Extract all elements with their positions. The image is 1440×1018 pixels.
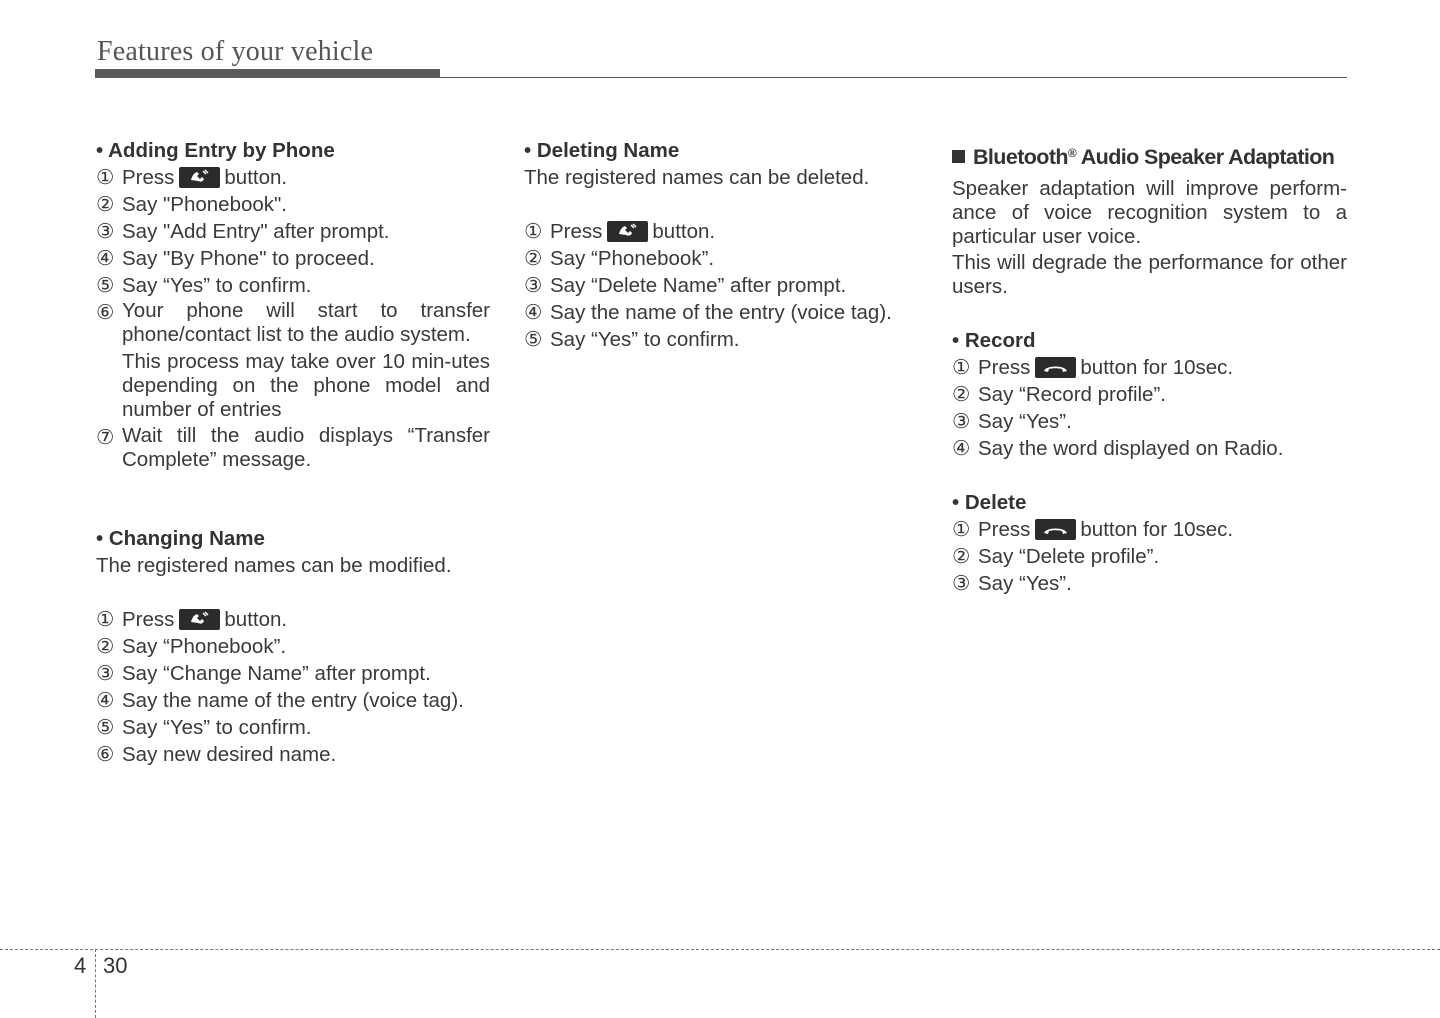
- step-note: This process may take over 10 min-utes depending on the phone model and number of entries: [122, 350, 490, 421]
- step: [524, 299, 924, 326]
- step-number: ①: [952, 356, 971, 379]
- step: [96, 191, 490, 218]
- step-number: ①: [96, 608, 115, 631]
- step-number: ②: [96, 193, 115, 216]
- step: [952, 435, 1347, 462]
- step-text: Say “Yes” to confirm.: [122, 716, 312, 739]
- step-number: ③: [952, 572, 971, 595]
- step-text: button.: [224, 608, 288, 631]
- step: [96, 424, 490, 472]
- step-number: ①: [524, 220, 543, 243]
- step-text: Wait till the audio displays “Transfer Complete” message.: [122, 424, 490, 471]
- paragraph: Speaker adaptation will improve perform-ance of voice recognition system to a particular user voice.: [952, 177, 1347, 248]
- step: [952, 516, 1347, 543]
- step: [524, 218, 924, 245]
- step-number: ④: [96, 689, 115, 712]
- step: [96, 272, 490, 299]
- column-right: [952, 137, 1347, 597]
- step: [952, 408, 1347, 435]
- section-heading-adding-entry: • Adding Entry by Phone: [96, 139, 335, 162]
- step-text: Say “Yes” to confirm.: [122, 274, 312, 297]
- step-text: Say “Delete profile”.: [978, 545, 1160, 568]
- step-text: Press: [550, 220, 603, 243]
- step: [96, 714, 490, 741]
- hang-up-button-icon: [1035, 519, 1076, 540]
- step-text: Say new desired name.: [122, 743, 337, 766]
- step-text: Say “Change Name” after prompt.: [122, 662, 431, 685]
- step: [524, 326, 924, 353]
- step: [96, 606, 490, 633]
- section-heading-deleting-name: • Deleting Name: [524, 139, 680, 162]
- step-text: Press: [978, 356, 1031, 379]
- step-number: ④: [524, 301, 543, 324]
- voice-talk-button-icon: [179, 609, 220, 630]
- section-heading-delete: • Delete: [952, 491, 1027, 514]
- step-number: ③: [96, 220, 115, 243]
- step-text: Say the word displayed on Radio.: [978, 437, 1284, 460]
- square-bullet-icon: [952, 150, 965, 163]
- step: [96, 687, 490, 714]
- step-text: Say "Phonebook".: [122, 193, 288, 216]
- step-text: Your phone will start to transfer phone/contact list to the audio system.: [122, 299, 490, 346]
- step-number: ④: [952, 437, 971, 460]
- column-middle: [524, 137, 924, 353]
- step-text: Press: [122, 608, 175, 631]
- step-text: button for 10sec.: [1080, 518, 1234, 541]
- step: [96, 660, 490, 687]
- step-number: ①: [96, 166, 115, 189]
- section-intro: The registered names can be deleted.: [524, 166, 870, 189]
- step-number: ①: [952, 518, 971, 541]
- voice-talk-button-icon: [607, 221, 648, 242]
- section-intro: The registered names can be modified.: [96, 554, 452, 577]
- step-text: Say “Yes”.: [978, 572, 1072, 595]
- column-left: [96, 137, 490, 768]
- step: [952, 354, 1347, 381]
- step-number: ③: [952, 410, 971, 433]
- hang-up-button-icon: [1035, 357, 1076, 378]
- step-text: Say “Delete Name” after prompt.: [550, 274, 847, 297]
- footer-dashed-rule: [0, 949, 1440, 950]
- step-text: button for 10sec.: [1080, 356, 1234, 379]
- step-number: ⑥: [96, 301, 115, 324]
- section-heading-record: • Record: [952, 329, 1036, 352]
- step-number: ⑥: [96, 743, 115, 766]
- step-text: Press: [122, 166, 175, 189]
- step-number: ⑤: [96, 716, 115, 739]
- section-heading-changing-name: • Changing Name: [96, 527, 265, 550]
- step: [524, 245, 924, 272]
- step: [96, 741, 490, 768]
- step-number: ②: [952, 545, 971, 568]
- step-number: ③: [96, 662, 115, 685]
- step-text: Say the name of the entry (voice tag).: [550, 301, 892, 324]
- step-number: ②: [524, 247, 543, 270]
- step-text: button.: [652, 220, 716, 243]
- step-number: ④: [96, 247, 115, 270]
- step: [96, 245, 490, 272]
- step: [96, 299, 490, 422]
- step-text: Say “Yes” to confirm.: [550, 328, 740, 351]
- step-number: ⑤: [96, 274, 115, 297]
- voice-talk-button-icon: [179, 167, 220, 188]
- paragraph: This will degrade the performance for other users.: [952, 251, 1347, 298]
- step-text: Say the name of the entry (voice tag).: [122, 689, 464, 712]
- step-text: Say “Phonebook”.: [550, 247, 715, 270]
- step-text: Say “Yes”.: [978, 410, 1072, 433]
- footer-dashed-divider: [95, 949, 96, 1018]
- header-rule: [95, 77, 1347, 78]
- step: [952, 381, 1347, 408]
- step-number: ②: [96, 635, 115, 658]
- step: [524, 272, 924, 299]
- step-number: ②: [952, 383, 971, 406]
- section-heading-bluetooth-adaptation: Bluetooth® Audio Speaker Adaptation: [952, 140, 1347, 171]
- step-text: Press: [978, 518, 1031, 541]
- step: [952, 570, 1347, 597]
- step-text: Say “Record profile”.: [978, 383, 1166, 406]
- step-number: ⑤: [524, 328, 543, 351]
- step-number: ③: [524, 274, 543, 297]
- page-number: 30: [103, 953, 128, 978]
- step: [96, 164, 490, 191]
- step-text: button.: [224, 166, 288, 189]
- step: [96, 633, 490, 660]
- step: [96, 218, 490, 245]
- step-text: Say "Add Entry" after prompt.: [122, 220, 390, 243]
- chapter-number: 4: [74, 953, 87, 978]
- step-text: Say "By Phone" to proceed.: [122, 247, 375, 270]
- step-text: Say “Phonebook”.: [122, 635, 287, 658]
- step-number: ⑦: [96, 426, 115, 449]
- step: [952, 543, 1347, 570]
- page-header-title: Features of your vehicle: [97, 36, 374, 67]
